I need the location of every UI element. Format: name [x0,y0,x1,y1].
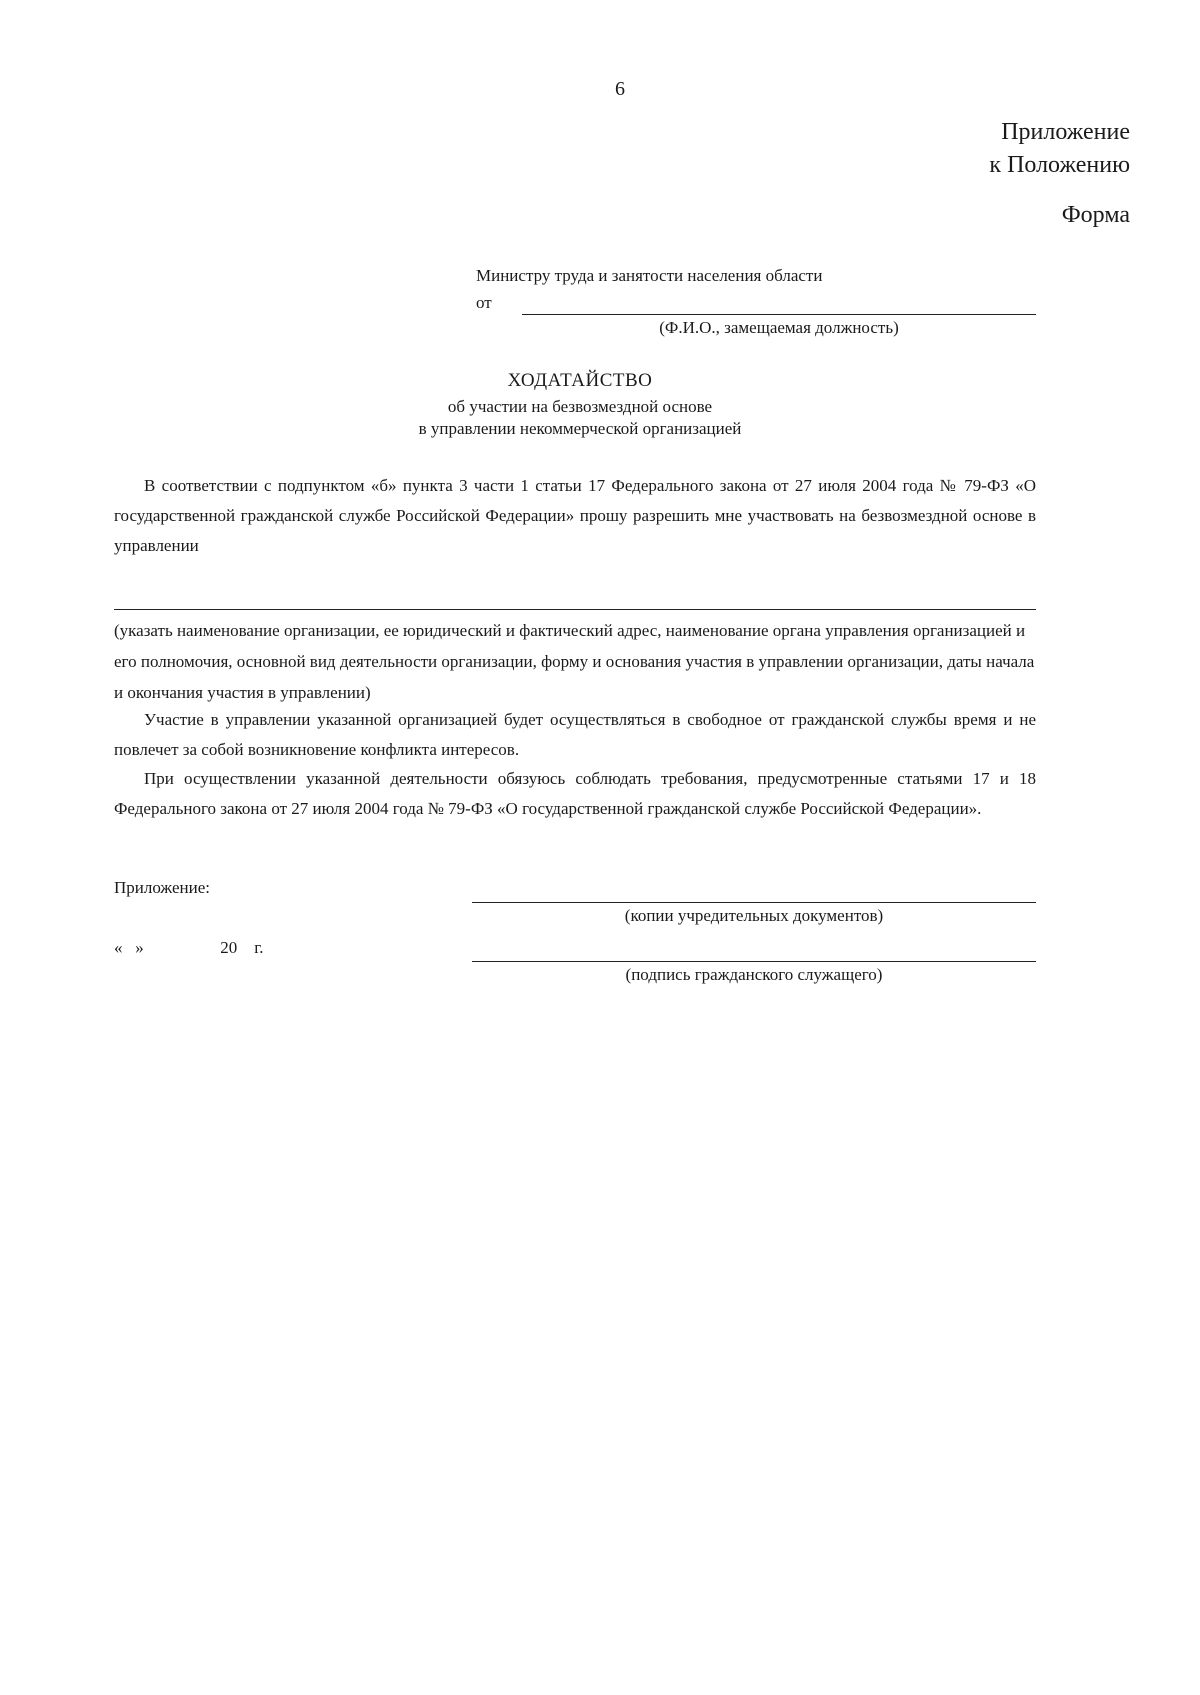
subtitle-line-1: об участии на безвозмездной основе [447,397,713,416]
request-paragraph: В соответствии с подпунктом «б» пункта 3 части 1 статьи 17 Федерального закона от 27 июля 2004 года № 79-ФЗ «О государственной гражданской службе Российской Федерации» прошу разрешить мне участвовать на безвозмездной основе в управлении [114,476,1036,555]
conflict-paragraph: Участие в управлении указанной организацией будет осуществляться в свободное от гражданской службы время и не повлечет за собой возникновение конфликта интересов. [114,710,1036,759]
appendix-line-2: к Положению [989,152,1130,178]
date-field[interactable]: « » 20 г. [114,938,264,957]
organization-fill-line[interactable] [114,609,1036,610]
signature-fill-line[interactable] [472,961,1036,962]
subtitle-line-2: в управлении некоммерческой организацией [418,419,742,438]
organization-hint: (указать наименование организации, ее юридический и фактический адрес, наименование органа управления организацией и его полномочия, основной вид деятельности организации, форму и основания участия в управлении организации, даты начала и окончания участия в управлении) [114,621,1035,702]
document-title: ХОДАТАЙСТВО [507,370,653,391]
attachment-label: Приложение: [114,878,210,897]
from-caption: (Ф.И.О., замещаемая должность) [659,318,899,337]
page-number: 6 [615,78,625,100]
addressee-line: Министру труда и занятости населения области [476,266,823,285]
attachment-fill-line[interactable] [472,902,1036,903]
form-label: Форма [1061,202,1130,228]
appendix-line-1: Приложение [1001,119,1130,145]
from-label: от [476,293,492,312]
attachment-caption: (копии учредительных документов) [624,906,884,925]
signature-caption: (подпись гражданского служащего) [625,965,883,984]
document-subtitle [300,396,860,440]
obligation-paragraph: При осуществлении указанной деятельности обязуюсь соблюдать требования, предусмотренные статьями 17 и 18 Федерального закона от 27 июля 2004 года № 79-ФЗ «О государственной гражданской службе Российской Федерации». [114,769,1036,818]
from-fill-line[interactable] [522,314,1036,315]
appendix-heading [989,116,1130,182]
